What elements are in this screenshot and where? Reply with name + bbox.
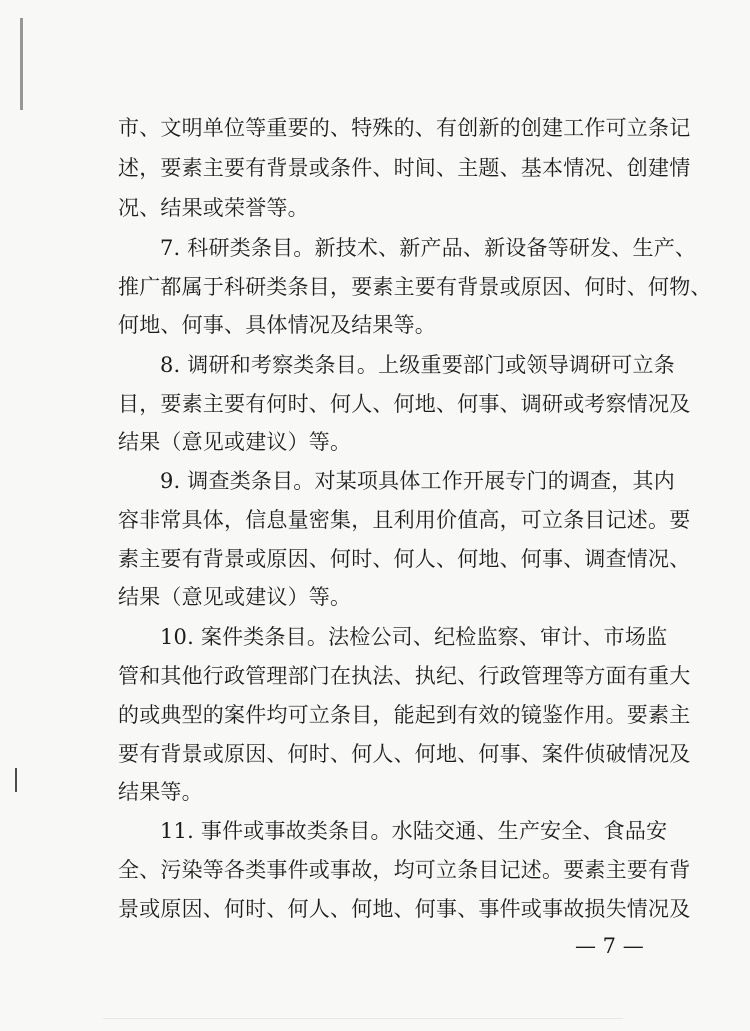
text-line: 景或原因、何时、何人、何地、何事、事件或事故损失情况及 bbox=[118, 897, 691, 921]
page-number: — 7 — bbox=[575, 934, 644, 958]
paragraph-heading-line: 9. 调查类条目。对某项具体工作开展专门的调查，其内 bbox=[160, 469, 675, 493]
text-line: 结果等。 bbox=[118, 780, 203, 804]
text-line: 容非常具体，信息量密集，且利用价值高，可立条目记述。要 bbox=[118, 508, 691, 532]
text-line: 何地、何事、具体情况及结果等。 bbox=[118, 313, 436, 337]
paragraph-heading-line: 7. 科研类条目。新技术、新产品、新设备等研发、生产、 bbox=[160, 236, 697, 260]
text-line: 管和其他行政管理部门在执法、执纪、行政管理等方面有重大 bbox=[118, 664, 691, 688]
text-line: 素主要有背景或原因、何时、何人、何地、何事、调查情况、 bbox=[118, 547, 691, 571]
text-line: 全、污染等各类事件或事故，均可立条目记述。要素主要有背 bbox=[118, 858, 691, 882]
text-line: 要有背景或原因、何时、何人、何地、何事、案件侦破情况及 bbox=[118, 742, 691, 766]
paragraph-heading-line: 8. 调研和考察类条目。上级重要部门或领导调研可立条 bbox=[160, 353, 675, 377]
text-line: 况、结果或荣誉等。 bbox=[118, 196, 309, 220]
text-line: 结果（意见或建议）等。 bbox=[118, 430, 352, 454]
paragraph-heading-line: 11. 事件或事故类条目。水陆交通、生产安全、食品安 bbox=[160, 819, 668, 843]
scan-mark bbox=[15, 768, 17, 792]
text-line: 的或典型的案件均可立条目，能起到有效的镜鉴作用。要素主 bbox=[118, 703, 691, 727]
text-line: 市、文明单位等重要的、特殊的、有创新的创建工作可立条记 bbox=[118, 116, 691, 140]
text-line: 述，要素主要有背景或条件、时间、主题、基本情况、创建情 bbox=[118, 156, 691, 180]
text-line: 结果（意见或建议）等。 bbox=[118, 585, 352, 609]
paragraph-heading-line: 10. 案件类条目。法检公司、纪检监察、审计、市场监 bbox=[160, 625, 668, 649]
text-line: 推广都属于科研类条目，要素主要有背景或原因、何时、何物、 bbox=[118, 275, 712, 299]
text-line: 目，要素主要有何时、何人、何地、何事、调研或考察情况及 bbox=[118, 392, 691, 416]
scan-mark bbox=[103, 1018, 623, 1019]
scan-mark bbox=[20, 18, 23, 110]
